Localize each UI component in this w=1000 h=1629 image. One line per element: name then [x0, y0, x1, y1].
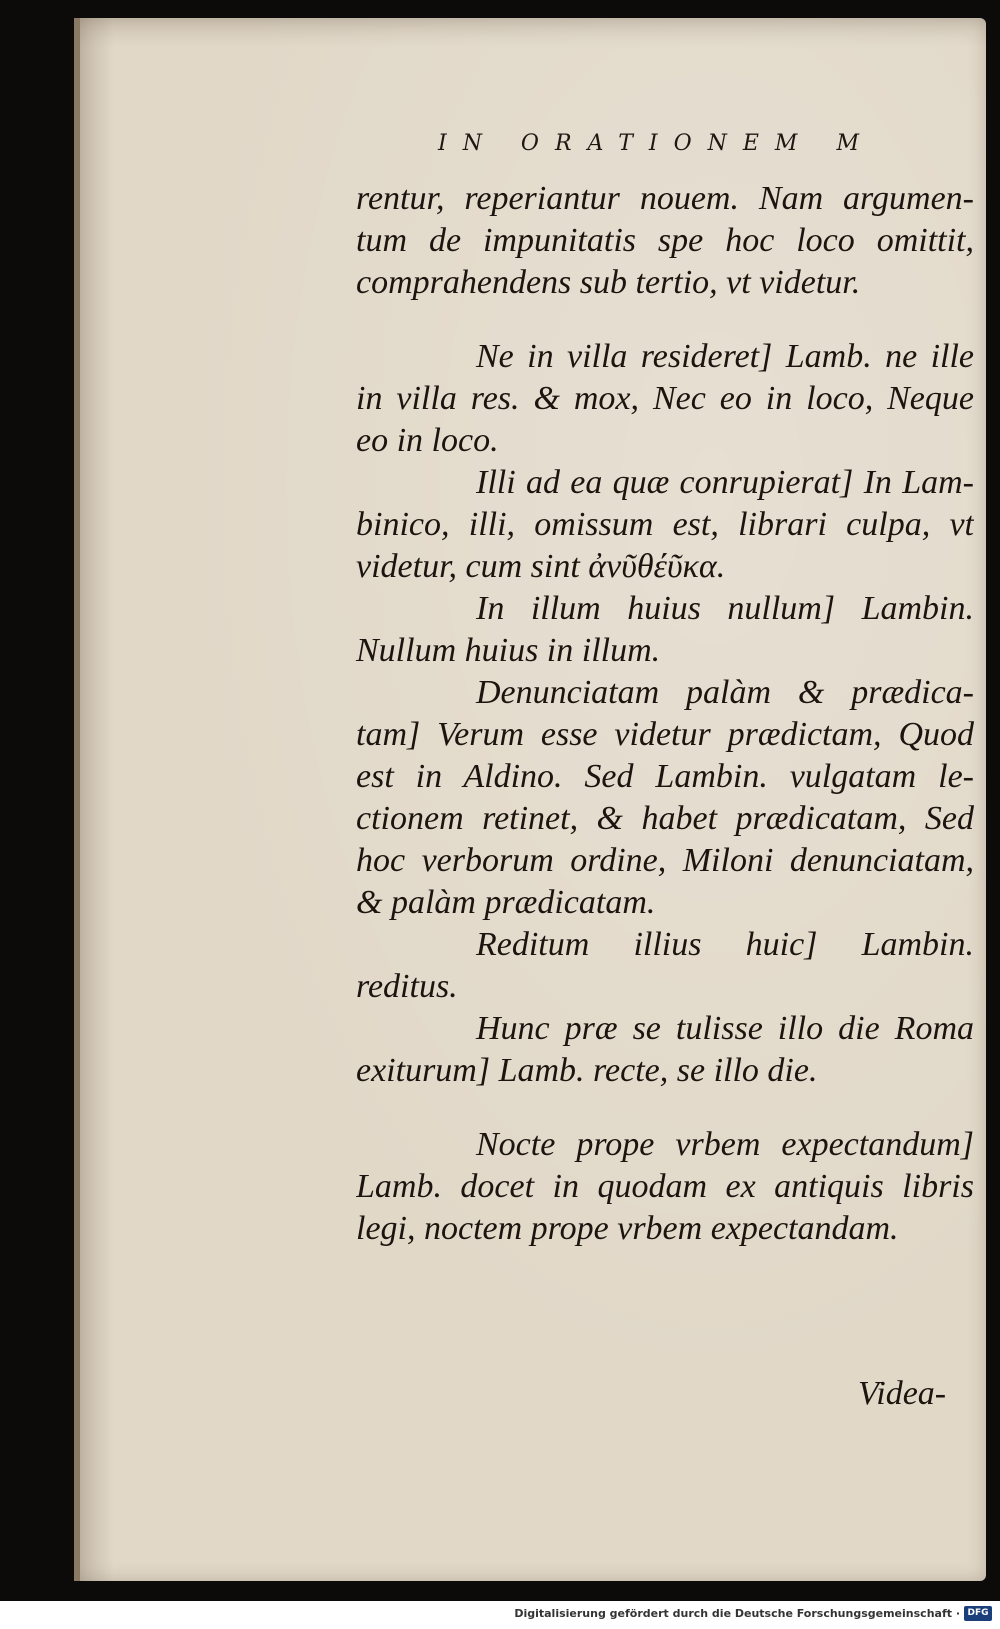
text-line: Lamb. docet in quodam ex antiquis libris: [356, 1168, 974, 1205]
text-line: tum de impunitatis spe hoc loco omittit,: [356, 222, 974, 259]
text-line: comprahendens sub tertio, vt videtur.: [356, 264, 861, 301]
text-line: Illi ad ea quæ conrupierat] In Lam-: [476, 464, 974, 501]
running-head: IN ORATIONEM M: [438, 131, 875, 156]
text-line: est in Aldino. Sed Lambin. vulgatam le-: [356, 758, 974, 795]
paragraph-gap: [356, 304, 974, 336]
text-line: Reditum illius huic] Lambin.: [476, 926, 974, 963]
footer-bar: [0, 1601, 1000, 1629]
text-line: tam] Verum esse videtur prædictam, Quod: [356, 716, 974, 753]
text-line: ctionem retinet, & habet prædicatam, Sed: [356, 800, 974, 837]
paragraph-gap: [356, 1092, 974, 1124]
body-text: [356, 178, 974, 1250]
text-line: binico, illi, omissum est, librari culpa, vt: [356, 506, 974, 543]
text-line: hoc verborum ordine, Miloni denunciatam,: [356, 842, 974, 879]
catchword: Videa-: [858, 1375, 947, 1412]
funding-credit: Digitalisierung gefördert durch die Deutsche Forschungsgemeinschaft ·: [514, 1607, 960, 1620]
text-line: Denunciatam palàm & prædica-: [476, 674, 974, 711]
text-line: reditus.: [356, 968, 458, 1005]
dfg-logo-icon: DFG: [964, 1606, 992, 1621]
text-line: In illum huius nullum] Lambin.: [476, 590, 974, 627]
text-line: eo in loco.: [356, 422, 499, 459]
text-line: Hunc præ se tulisse illo die Roma: [476, 1010, 974, 1047]
text-line: exiturum] Lamb. recte, se illo die.: [356, 1052, 818, 1089]
text-line: Ne in villa resideret] Lamb. ne ille: [476, 338, 974, 375]
text-line: videtur, cum sint ἀνῦθέῦκα.: [356, 548, 726, 585]
page-gutter-edge: [74, 18, 80, 1581]
text-line: legi, noctem prope vrbem expectandam.: [356, 1210, 899, 1247]
text-line: Nocte prope vrbem expectandum]: [476, 1126, 974, 1163]
text-line: & palàm prædicatam.: [356, 884, 656, 921]
text-line: in villa res. & mox, Nec eo in loco, Neque: [356, 380, 974, 417]
text-line: Nullum huius in illum.: [356, 632, 661, 669]
text-line: rentur, reperiantur nouem. Nam argumen-: [356, 180, 974, 217]
